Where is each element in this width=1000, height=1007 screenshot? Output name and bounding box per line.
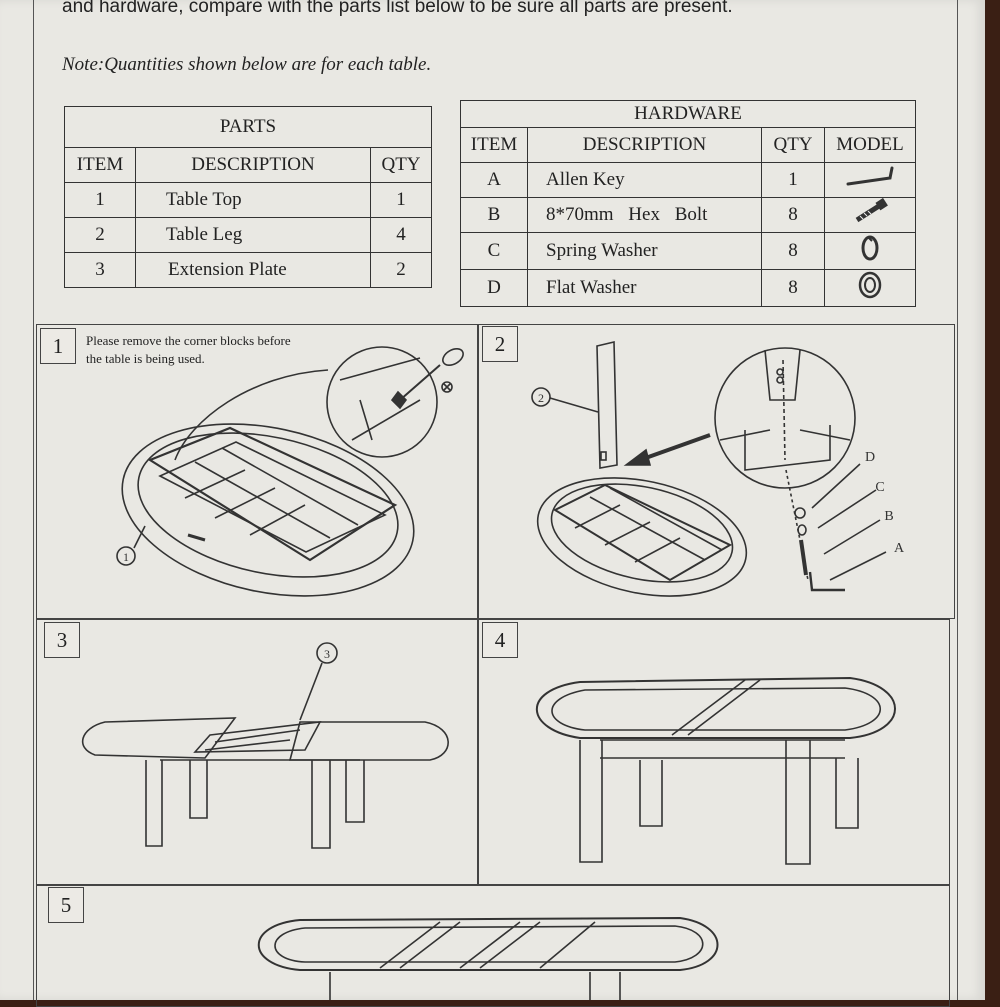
parts-header-item: ITEM <box>65 148 136 183</box>
hardware-description: Allen Key <box>528 163 762 198</box>
hardware-item: B <box>461 198 528 233</box>
parts-header-qty: QTY <box>371 148 432 183</box>
step-4-illustration <box>537 678 895 864</box>
parts-description: Table Top <box>136 183 371 218</box>
hardware-header-description: DESCRIPTION <box>528 128 762 163</box>
callout-label: 1 <box>123 550 129 564</box>
callout-label: C <box>875 480 885 495</box>
hardware-item: C <box>461 233 528 270</box>
step-1-illustration <box>106 345 466 621</box>
parts-item: 3 <box>65 253 136 288</box>
hardware-item: A <box>461 163 528 198</box>
parts-description: Table Leg <box>136 218 371 253</box>
hardware-table-title: HARDWARE <box>461 101 916 128</box>
step-number: 2 <box>482 326 518 362</box>
hardware-qty: 8 <box>762 198 825 233</box>
callout-label: 2 <box>538 391 544 405</box>
parts-description: Extension Plate <box>136 253 371 288</box>
hardware-qty: 1 <box>762 163 825 198</box>
parts-item: 2 <box>65 218 136 253</box>
parts-qty: 2 <box>371 253 432 288</box>
hardware-header-item: ITEM <box>461 128 528 163</box>
callout-label: 3 <box>324 647 330 661</box>
step-number: 1 <box>40 328 76 364</box>
hardware-qty: 8 <box>762 233 825 270</box>
step-2-illustration <box>527 342 886 614</box>
step-3-illustration <box>83 643 449 848</box>
hardware-description: 8*70mm Hex Bolt <box>528 198 762 233</box>
hardware-description: Spring Washer <box>528 233 762 270</box>
parts-qty: 1 <box>371 183 432 218</box>
hardware-qty: 8 <box>762 270 825 307</box>
hardware-description: Flat Washer <box>528 270 762 307</box>
callout-label: A <box>893 541 905 556</box>
hardware-header-model: MODEL <box>825 128 916 163</box>
hardware-item: D <box>461 270 528 307</box>
parts-header-description: DESCRIPTION <box>136 148 371 183</box>
step-number: 5 <box>48 887 84 923</box>
parts-table-title: PARTS <box>65 107 432 148</box>
intro-text: and hardware, compare with the parts list below to be sure all parts are present. <box>62 0 733 17</box>
parts-item: 1 <box>65 183 136 218</box>
step-number: 3 <box>44 622 80 658</box>
callout-label: D <box>864 450 876 465</box>
step-number: 4 <box>482 622 518 658</box>
step-5-illustration <box>259 918 718 1000</box>
callout-label: B <box>884 509 894 524</box>
step-1-note: Please remove the corner blocks before the table is being used. <box>86 333 291 366</box>
hardware-header-qty: QTY <box>762 128 825 163</box>
quantity-note: Note:Quantities shown below are for each table. <box>62 54 432 75</box>
parts-qty: 4 <box>371 218 432 253</box>
